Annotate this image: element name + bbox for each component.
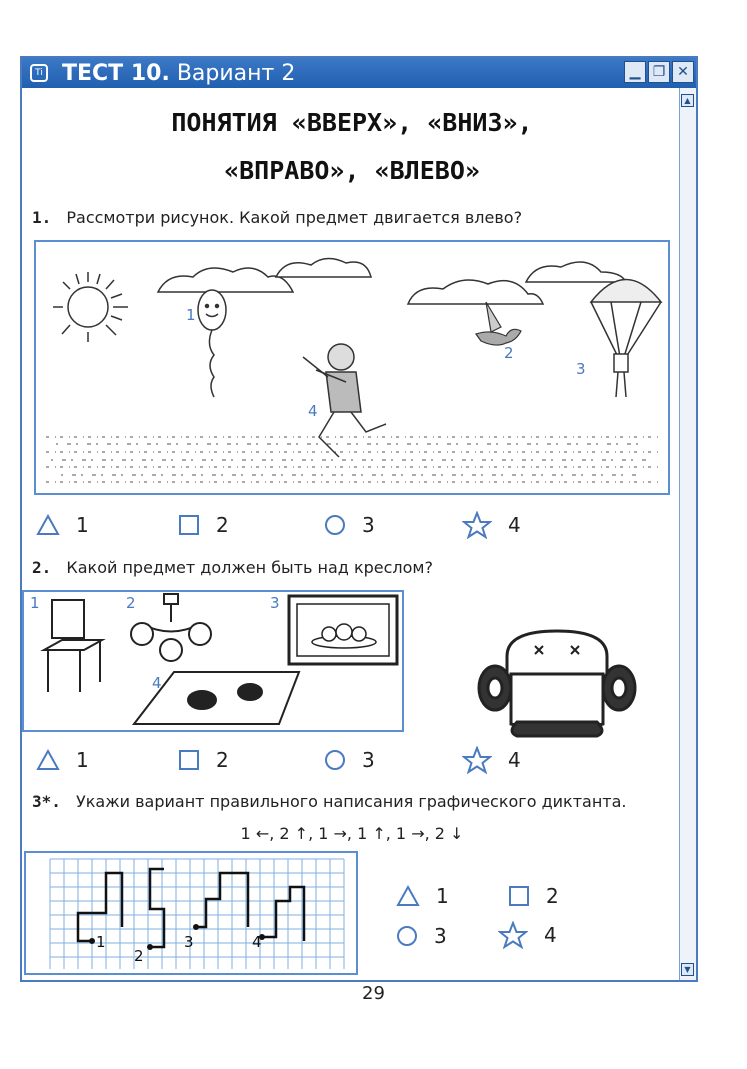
cloud-icon — [158, 258, 626, 304]
boy-icon — [303, 344, 386, 457]
q1-option-1-label: 1 — [76, 513, 89, 537]
label-parachute: 3 — [576, 360, 586, 378]
vertical-scrollbar[interactable] — [679, 88, 696, 980]
window-title — [62, 61, 295, 86]
q3-option-2[interactable] — [508, 884, 559, 908]
armchair-icon — [477, 626, 637, 746]
test-window — [20, 56, 698, 982]
q1-option-4[interactable] — [462, 511, 521, 539]
label-picture: 3 — [270, 594, 280, 612]
balloon-icon — [198, 290, 226, 397]
label-chandelier: 2 — [126, 594, 136, 612]
label-bird: 2 — [504, 344, 514, 362]
question-2-text: Какой предмет должен быть над креслом? — [66, 558, 433, 577]
parachute-icon — [591, 280, 661, 398]
q1-option-2[interactable] — [178, 513, 229, 537]
start-dot-1 — [89, 938, 95, 944]
question-1 — [32, 208, 522, 227]
q1-option-3[interactable] — [324, 513, 375, 537]
star-icon — [462, 511, 492, 539]
question-1-number: 1. — [32, 208, 52, 227]
chair-icon — [44, 600, 102, 692]
label-chair: 1 — [30, 594, 40, 612]
question-3-text: Укажи вариант правильного написания графического диктанта. — [76, 792, 627, 811]
path-variant-4 — [262, 887, 304, 941]
circle-icon — [324, 514, 346, 536]
page-number: 29 — [362, 983, 385, 1004]
scroll-up-icon[interactable]: ▲ — [681, 94, 694, 107]
q3-option-4[interactable] — [498, 921, 557, 949]
grid-label-3: 3 — [184, 933, 194, 951]
q3-option-1-label: 1 — [436, 884, 449, 908]
window-app-icon: Ti — [30, 64, 48, 82]
question-1-text: Рассмотри рисунок. Какой предмет двигается влево? — [66, 208, 523, 227]
items-illustration — [24, 592, 402, 730]
star-icon — [462, 746, 492, 774]
question-3-number: 3*. — [32, 792, 61, 811]
framed-picture-icon — [289, 596, 397, 664]
question-2 — [32, 558, 433, 577]
scroll-down-icon[interactable]: ▼ — [681, 963, 694, 976]
triangle-icon — [396, 885, 420, 907]
star-icon — [498, 921, 528, 949]
label-boy: 4 — [308, 402, 318, 420]
square-icon — [178, 749, 200, 771]
q2-option-4-label: 4 — [508, 748, 521, 772]
q3-option-2-label: 2 — [546, 884, 559, 908]
q2-option-2[interactable] — [178, 748, 229, 772]
grid-label-1: 1 — [96, 933, 106, 951]
question-2-number: 2. — [32, 558, 52, 577]
circle-icon — [324, 749, 346, 771]
grid-label-4: 4 — [252, 933, 262, 951]
minimize-icon[interactable]: ▁ — [624, 61, 646, 83]
sun-icon — [53, 272, 128, 342]
q2-option-1-label: 1 — [76, 748, 89, 772]
window-title-rest: Вариант 2 — [176, 60, 296, 86]
start-dot-2 — [147, 944, 153, 950]
path-variant-1 — [78, 873, 122, 941]
q2-option-2-label: 2 — [216, 748, 229, 772]
q3-option-1[interactable] — [396, 884, 449, 908]
q3-option-3[interactable] — [396, 924, 447, 948]
q1-option-2-label: 2 — [216, 513, 229, 537]
question-3 — [32, 792, 627, 811]
q1-option-3-label: 3 — [362, 513, 375, 537]
grass-field — [46, 437, 658, 482]
q1-option-4-label: 4 — [508, 513, 521, 537]
grid-illustration — [26, 853, 356, 973]
triangle-icon — [36, 749, 60, 771]
circle-icon — [396, 925, 418, 947]
q3-option-3-label: 3 — [434, 924, 447, 948]
label-rug: 4 — [152, 674, 162, 692]
dictation-grid — [24, 851, 358, 975]
bird-icon — [476, 302, 521, 345]
start-dot-3 — [193, 924, 199, 930]
q3-option-4-label: 4 — [544, 923, 557, 947]
q2-option-4[interactable] — [462, 746, 521, 774]
q2-option-3-label: 3 — [362, 748, 375, 772]
close-icon[interactable]: ✕ — [672, 61, 694, 83]
grid-label-2: 2 — [134, 947, 144, 965]
triangle-icon — [36, 514, 60, 536]
chandelier-icon — [131, 594, 211, 661]
dictation-formula: 1 ←, 2 ↑, 1 →, 1 ↑, 1 →, 2 ↓ — [240, 824, 464, 843]
q1-option-1[interactable] — [36, 513, 89, 537]
q2-option-3[interactable] — [324, 748, 375, 772]
label-balloon: 1 — [186, 306, 196, 324]
window-controls — [624, 61, 694, 83]
window-title-bold: ТЕСТ 10. — [62, 60, 170, 86]
heading-line-1: ПОНЯТИЯ «ВВЕРХ», «ВНИЗ», — [171, 108, 533, 137]
heading-line-2: «ВПРАВО», «ВЛЕВО» — [224, 156, 480, 185]
q2-option-1[interactable] — [36, 748, 89, 772]
square-icon — [178, 514, 200, 536]
question-2-items — [22, 590, 404, 732]
scene-illustration — [36, 242, 668, 493]
square-icon — [508, 885, 530, 907]
window-titlebar — [22, 58, 696, 88]
question-1-picture — [34, 240, 670, 495]
restore-icon[interactable]: ❐ — [648, 61, 670, 83]
